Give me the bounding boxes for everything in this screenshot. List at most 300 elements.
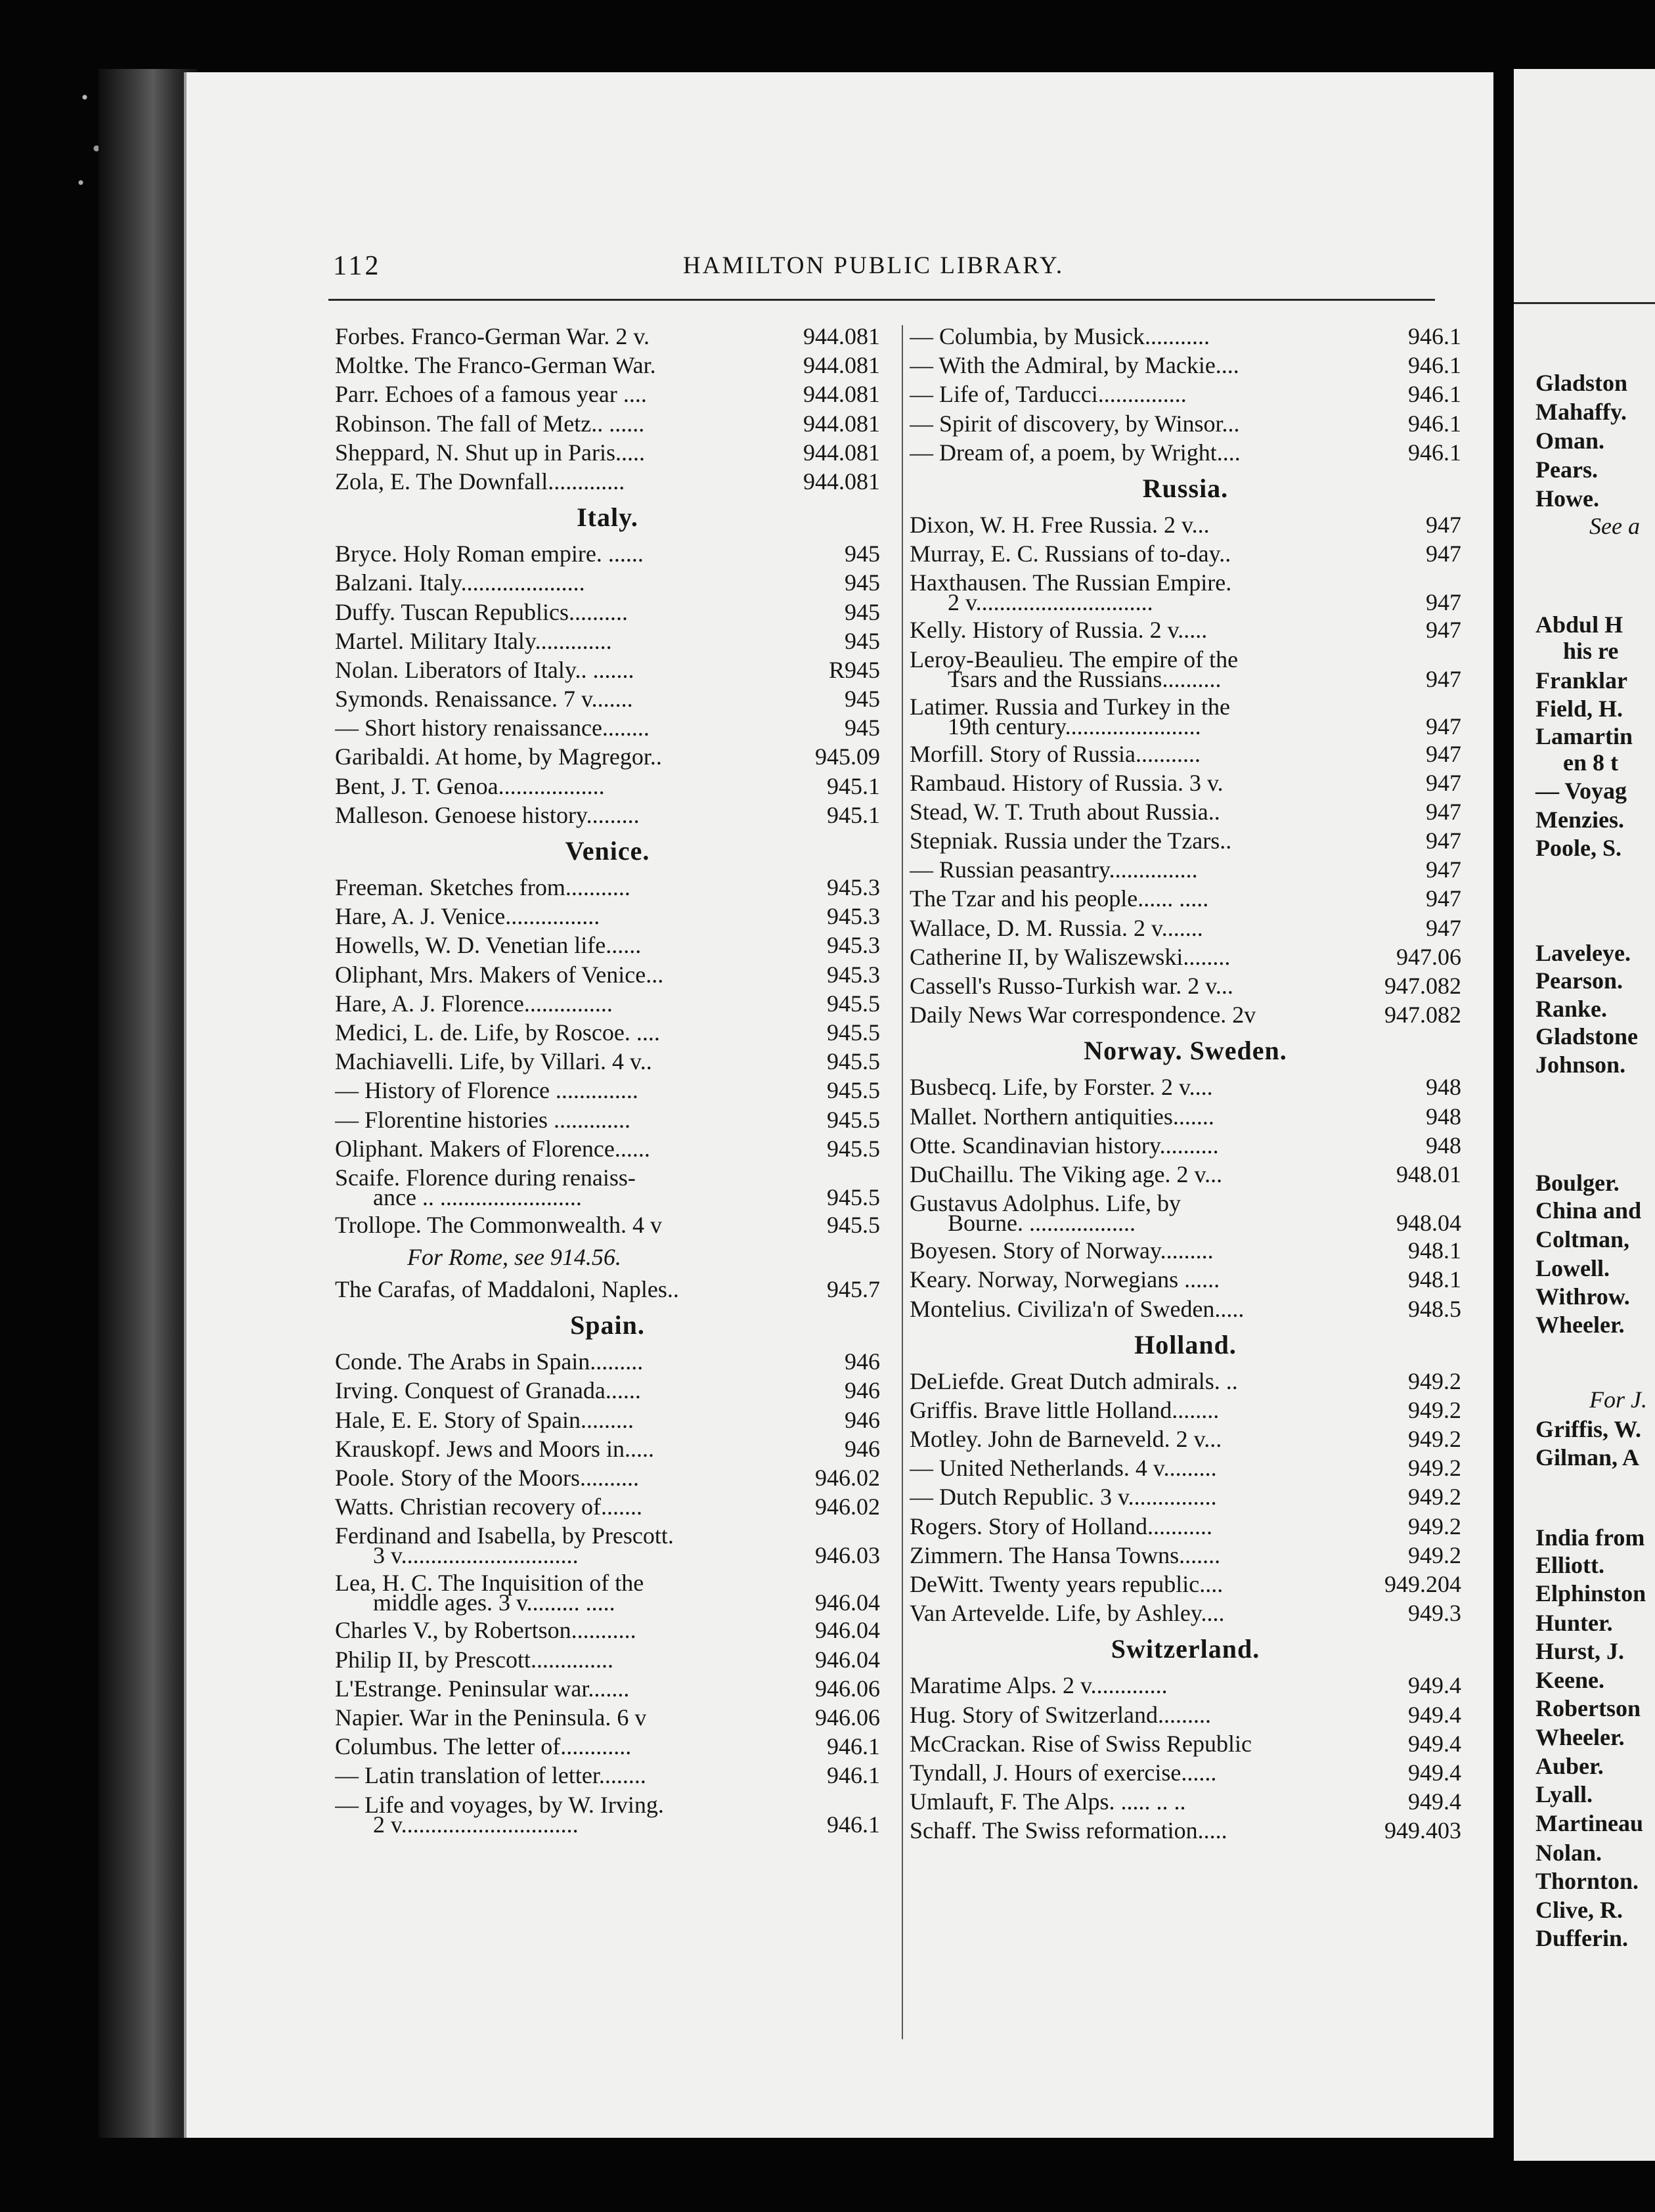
entry-continuation: ance .. ........................ <box>373 1183 582 1210</box>
entry-text: — Short history renaissance........ <box>335 715 650 741</box>
catalog-entry <box>335 684 880 713</box>
call-number: 946.1 <box>1408 323 1461 349</box>
call-number: 949.2 <box>1408 1541 1461 1568</box>
call-number: 948.1 <box>1408 1237 1461 1264</box>
call-number: 946.1 <box>827 1733 880 1760</box>
catalog-entry <box>910 1294 1461 1323</box>
catalog-entry <box>910 1599 1461 1627</box>
entry-text: Forbes. Franco-German War. 2 v. <box>335 323 650 349</box>
catalog-entry <box>335 655 880 684</box>
entry-text: The Tzar and his people...... ..... <box>910 885 1209 912</box>
entry-text: Morfill. Story of Russia........... <box>910 740 1201 767</box>
facing-page-fragment: Dufferin. <box>1535 1925 1628 1951</box>
entry-text: — Dream of, a poem, by Wright.... <box>910 439 1241 466</box>
call-number: 944.081 <box>803 352 880 379</box>
facing-page-fragment: Wheeler. <box>1535 1312 1625 1338</box>
catalog-entry <box>910 942 1461 971</box>
section-heading: Norway. Sweden. <box>1084 1036 1287 1066</box>
facing-page-fragment: Elliott. <box>1535 1552 1604 1578</box>
catalog-entry <box>910 826 1461 855</box>
entry-continuation: 19th century....................... <box>948 713 1201 740</box>
call-number: 946.1 <box>827 1762 880 1789</box>
catalog-entry <box>335 539 880 568</box>
call-number: 949.2 <box>1408 1455 1461 1482</box>
facing-page-fragment: Pearson. <box>1535 967 1623 994</box>
call-number: 947 <box>1426 769 1461 796</box>
entry-text: Griffis. Brave little Holland........ <box>910 1396 1220 1423</box>
catalog-entry <box>335 1568 880 1616</box>
entry-text: DeWitt. Twenty years republic.... <box>910 1571 1224 1597</box>
catalog-entry <box>910 1189 1461 1236</box>
call-number: 947 <box>1426 885 1461 912</box>
facing-page-fragment: Gilman, A <box>1535 1444 1640 1471</box>
entry-text: Haxthausen. The Russian Empire. <box>910 569 1232 596</box>
catalog-entry <box>335 351 880 380</box>
entry-text: L'Estrange. Peninsular war....... <box>335 1675 630 1702</box>
entry-text: Symonds. Renaissance. 7 v....... <box>335 686 633 713</box>
entry-text: Freeman. Sketches from........... <box>335 874 630 900</box>
catalog-entry <box>335 772 880 801</box>
facing-page-fragment: Martineau <box>1535 1810 1643 1836</box>
entry-text: Wallace, D. M. Russia. 2 v....... <box>910 914 1203 941</box>
entry-continuation: 2 v.............................. <box>948 589 1153 616</box>
entry-text: Krauskopf. Jews and Moors in..... <box>335 1435 654 1462</box>
call-number: 947.06 <box>1396 943 1461 970</box>
call-number: 945 <box>845 569 880 596</box>
entry-text: Balzani. Italy..................... <box>335 569 585 596</box>
catalog-entry <box>910 1453 1461 1482</box>
entry-text: Malleson. Genoese history......... <box>335 801 640 828</box>
call-number: 947.082 <box>1384 1002 1461 1029</box>
entry-text: Murray, E. C. Russians of to-day.. <box>910 541 1231 567</box>
catalog-entry <box>335 1790 880 1838</box>
call-number: 947 <box>1426 665 1461 692</box>
facing-page-fragment: See a <box>1589 513 1640 539</box>
call-number: 945.3 <box>827 961 880 988</box>
entry-text: — Latin translation of letter........ <box>335 1762 646 1789</box>
entry-text: — History of Florence .............. <box>335 1077 638 1104</box>
catalog-entry <box>335 467 880 496</box>
call-number: 949.4 <box>1408 1672 1461 1699</box>
facing-page-fragment: — Voyag <box>1535 778 1627 804</box>
entry-text: Hale, E. E. Story of Spain......... <box>335 1406 634 1433</box>
catalog-entry <box>335 989 880 1018</box>
facing-page-fragment: Thornton. <box>1535 1868 1639 1894</box>
call-number: 945.7 <box>827 1276 880 1303</box>
call-number: 945 <box>845 627 880 654</box>
entry-continuation: middle ages. 3 v......... ..... <box>373 1589 615 1616</box>
catalog-entry <box>910 971 1461 1000</box>
call-number: 946 <box>845 1348 880 1375</box>
entry-text: Machiavelli. Life, by Villari. 4 v.. <box>335 1048 652 1075</box>
catalog-entry <box>335 598 880 627</box>
entry-text: Motley. John de Barneveld. 2 v... <box>910 1426 1222 1453</box>
catalog-entry <box>910 438 1461 467</box>
catalog-entry <box>910 1512 1461 1541</box>
call-number: 948.5 <box>1408 1295 1461 1322</box>
entry-text: Montelius. Civiliza'n of Sweden..... <box>910 1295 1245 1322</box>
entry-text: The Carafas, of Maddaloni, Naples.. <box>335 1276 679 1303</box>
facing-page-fragment: Lyall. <box>1535 1781 1593 1807</box>
call-number: 948.1 <box>1408 1266 1461 1293</box>
section-heading: Russia. <box>1142 473 1229 503</box>
call-number: 946.1 <box>1408 352 1461 379</box>
call-number: 945.5 <box>827 1019 880 1046</box>
entry-text: Umlauft, F. The Alps. ..... .. .. <box>910 1788 1186 1815</box>
entry-text: — With the Admiral, by Mackie.... <box>910 352 1239 379</box>
call-number: 949.204 <box>1384 1571 1461 1597</box>
entry-text: Dixon, W. H. Free Russia. 2 v... <box>910 511 1210 538</box>
facing-page-fragment: Johnson. <box>1535 1051 1626 1078</box>
catalog-entry <box>910 645 1461 692</box>
catalog-entry <box>335 1347 880 1376</box>
call-number: 945.5 <box>827 1183 880 1210</box>
catalog-entry <box>910 539 1461 568</box>
catalog-entry <box>910 884 1461 913</box>
facing-page-fragment: Griffis, W. <box>1535 1416 1642 1442</box>
catalog-entry <box>335 742 880 771</box>
call-number: 944.081 <box>803 323 880 349</box>
catalog-entry <box>910 1482 1461 1511</box>
call-number: 949.2 <box>1408 1426 1461 1453</box>
catalog-entry <box>335 801 880 830</box>
facing-page-fragment: Poole, S. <box>1535 835 1622 861</box>
facing-page-fragment: Lamartin <box>1535 723 1633 749</box>
section-heading: Holland. <box>1134 1329 1237 1360</box>
facing-page-fragment: Oman. <box>1535 428 1605 454</box>
entry-text: DuChaillu. The Viking age. 2 v... <box>910 1161 1223 1187</box>
catalog-entry <box>910 1265 1461 1294</box>
catalog-entry <box>910 1102 1461 1131</box>
facing-page-fragment: Robertson <box>1535 1695 1641 1721</box>
entry-text: Martel. Military Italy............. <box>335 627 612 654</box>
catalog-entry <box>335 1047 880 1076</box>
page-number: 112 <box>333 251 382 281</box>
call-number: 945.5 <box>827 990 880 1017</box>
entry-text: Hare, A. J. Florence............... <box>335 990 613 1017</box>
catalog-entry <box>910 1671 1461 1700</box>
entry-continuation: 2 v.............................. <box>373 1811 579 1838</box>
call-number: 949.4 <box>1408 1788 1461 1815</box>
facing-page-fragment: Boulger. <box>1535 1170 1620 1196</box>
section-heading: Italy. <box>577 502 638 533</box>
call-number: 947 <box>1426 856 1461 883</box>
entry-text: Lea, H. C. The Inquisition of the <box>335 1570 644 1597</box>
catalog-entry <box>335 438 880 467</box>
entry-text: Keary. Norway, Norwegians ...... <box>910 1266 1220 1293</box>
call-number: 944.081 <box>803 381 880 408</box>
facing-page-fragment: en 8 t <box>1563 749 1618 776</box>
catalog-entry <box>910 1396 1461 1425</box>
entry-text: Poole. Story of the Moors.......... <box>335 1465 639 1491</box>
catalog-entry <box>335 1645 880 1674</box>
catalog-entry <box>335 1463 880 1492</box>
catalog-entry <box>335 409 880 438</box>
entry-text: Moltke. The Franco-German War. <box>335 352 656 379</box>
facing-page-fragment: Nolan. <box>1535 1840 1602 1866</box>
entry-text: Boyesen. Story of Norway......... <box>910 1237 1214 1264</box>
catalog-entry <box>910 1160 1461 1189</box>
entry-text: — Life of, Tarducci............... <box>910 381 1187 408</box>
entry-text: Howells, W. D. Venetian life...... <box>335 932 642 959</box>
catalog-entry <box>335 1134 880 1163</box>
call-number: 949.4 <box>1408 1701 1461 1728</box>
catalog-entry <box>910 1073 1461 1101</box>
entry-text: Cassell's Russo-Turkish war. 2 v... <box>910 973 1233 999</box>
call-number: 947 <box>1426 617 1461 644</box>
entry-text: Parr. Echoes of a famous year .... <box>335 381 647 408</box>
catalog-entry <box>910 768 1461 797</box>
entry-text: Philip II, by Prescott.............. <box>335 1646 613 1673</box>
entry-text: Maratime Alps. 2 v............. <box>910 1672 1168 1699</box>
catalog-entry <box>910 510 1461 539</box>
catalog-entry <box>335 902 880 931</box>
call-number: 946.04 <box>815 1589 880 1616</box>
entry-text: — Spirit of discovery, by Winsor... <box>910 410 1240 437</box>
call-number: 949.4 <box>1408 1730 1461 1757</box>
entry-text: Otte. Scandinavian history.......... <box>910 1132 1219 1159</box>
catalog-entry <box>910 1000 1461 1029</box>
right-column <box>910 322 1461 1846</box>
call-number: 949.2 <box>1408 1513 1461 1539</box>
call-number: 946 <box>845 1406 880 1433</box>
call-number: 949.2 <box>1408 1367 1461 1394</box>
entry-text: Gustavus Adolphus. Life, by <box>910 1190 1181 1217</box>
catalog-entry <box>910 855 1461 884</box>
catalog-entry <box>910 1787 1461 1816</box>
call-number: 946.06 <box>815 1675 880 1702</box>
call-number: 948.04 <box>1396 1210 1461 1237</box>
entry-text: Rambaud. History of Russia. 3 v. <box>910 769 1224 796</box>
facing-page-fragment: Withrow. <box>1535 1283 1630 1310</box>
call-number: 945.5 <box>827 1106 880 1133</box>
catalog-entry <box>335 1018 880 1047</box>
entry-text: Zola, E. The Downfall............. <box>335 468 625 495</box>
call-number: 949.2 <box>1408 1484 1461 1511</box>
facing-page-fragment: Lowell. <box>1535 1255 1610 1281</box>
call-number: 946.02 <box>815 1493 880 1520</box>
section-heading: Spain. <box>570 1310 645 1340</box>
entry-text: Mallet. Northern antiquities....... <box>910 1103 1214 1130</box>
facing-page-fragment: Howe. <box>1535 485 1599 512</box>
call-number: 946.04 <box>815 1646 880 1673</box>
call-number: 947 <box>1426 740 1461 767</box>
facing-page-fragment: Menzies. <box>1535 807 1624 833</box>
catalog-entry <box>335 931 880 960</box>
entry-continuation: 3 v.............................. <box>373 1542 579 1569</box>
call-number: 945.09 <box>815 743 880 770</box>
facing-page-fragment: Laveleye. <box>1535 940 1631 966</box>
entry-text: Bryce. Holy Roman empire. ...... <box>335 541 644 567</box>
call-number: 946.1 <box>1408 439 1461 466</box>
call-number: 949.3 <box>1408 1600 1461 1627</box>
catalog-entry <box>335 1761 880 1790</box>
call-number: 944.081 <box>803 439 880 466</box>
entry-text: Tyndall, J. Hours of exercise...... <box>910 1759 1217 1786</box>
facing-page-fragment: Franklar <box>1535 667 1627 694</box>
entry-text: McCrackan. Rise of Swiss Republic <box>910 1730 1252 1757</box>
facing-page-fragment: Auber. <box>1535 1753 1604 1779</box>
catalog-entry <box>335 568 880 597</box>
catalog-entry <box>910 322 1461 351</box>
entry-text: Stead, W. T. Truth about Russia.. <box>910 798 1220 825</box>
call-number: 945 <box>845 541 880 567</box>
call-number: 945 <box>845 715 880 741</box>
facing-page-fragment: Mahaffy. <box>1535 399 1627 425</box>
facing-page-fragment: Elphinston <box>1535 1580 1646 1606</box>
entry-text: — Russian peasantry............... <box>910 856 1198 883</box>
catalog-entry <box>335 1434 880 1463</box>
call-number: 948 <box>1426 1103 1461 1130</box>
entry-text: Columbus. The letter of............ <box>335 1733 632 1760</box>
catalog-entry <box>335 1275 880 1304</box>
entry-text: — Columbia, by Musick........... <box>910 323 1210 349</box>
facing-page-fragment: Wheeler. <box>1535 1724 1625 1750</box>
catalog-entry <box>335 1616 880 1645</box>
catalog-entry <box>910 568 1461 615</box>
call-number: 944.081 <box>803 468 880 495</box>
column-divider <box>902 325 903 2039</box>
catalog-entry <box>910 380 1461 409</box>
facing-page-fragment: Clive, R. <box>1535 1897 1623 1923</box>
call-number: 949.4 <box>1408 1759 1461 1786</box>
call-number: 945.5 <box>827 1135 880 1162</box>
call-number: 946.1 <box>1408 410 1461 437</box>
entry-text: Hug. Story of Switzerland......... <box>910 1701 1211 1728</box>
catalog-entry <box>910 692 1461 740</box>
call-number: 947 <box>1426 511 1461 538</box>
catalog-entry <box>910 914 1461 942</box>
entry-text: Leroy-Beaulieu. The empire of the <box>910 646 1239 673</box>
entry-text: Daily News War correspondence. 2v <box>910 1002 1256 1029</box>
catalog-entry <box>910 1425 1461 1453</box>
call-number: 944.081 <box>803 410 880 437</box>
facing-page-fragment: Coltman, <box>1535 1226 1629 1252</box>
call-number: 947 <box>1426 541 1461 567</box>
catalog-entry <box>910 1541 1461 1570</box>
entry-text: Trollope. The Commonwealth. 4 v <box>335 1211 662 1238</box>
facing-page-fragment: Gladstone <box>1535 1023 1639 1050</box>
entry-text: — United Netherlands. 4 v......... <box>910 1455 1217 1482</box>
cross-reference-note: For Rome, see 914.56. <box>407 1244 621 1271</box>
entry-text: Duffy. Tuscan Republics.......... <box>335 598 629 625</box>
call-number: 948 <box>1426 1132 1461 1159</box>
entry-text: Scaife. Florence during renaiss- <box>335 1164 636 1191</box>
catalog-entry <box>335 1703 880 1732</box>
running-head: HAMILTON PUBLIC LIBRARY. <box>683 252 1065 279</box>
call-number: 945.1 <box>827 801 880 828</box>
entry-text: DeLiefde. Great Dutch admirals. .. <box>910 1367 1238 1394</box>
call-number: 946 <box>845 1377 880 1404</box>
entry-text: Catherine II, by Waliszewski........ <box>910 943 1231 970</box>
entry-text: — Life and voyages, by W. Irving. <box>335 1791 664 1818</box>
call-number: 946.1 <box>827 1811 880 1838</box>
entry-continuation: Tsars and the Russians.......... <box>948 665 1222 692</box>
call-number: 948 <box>1426 1074 1461 1101</box>
catalog-entry <box>335 1405 880 1434</box>
facing-page-fragment: India from <box>1535 1524 1645 1551</box>
entry-text: Busbecq. Life, by Forster. 2 v.... <box>910 1074 1213 1101</box>
entry-text: Sheppard, N. Shut up in Paris..... <box>335 439 645 466</box>
call-number: 945.5 <box>827 1211 880 1238</box>
entry-text: Garibaldi. At home, by Magregor.. <box>335 743 662 770</box>
facing-page-fragment: China and <box>1535 1197 1642 1224</box>
book-spine <box>99 69 197 2138</box>
catalog-entry <box>910 1131 1461 1160</box>
catalog-entry <box>335 1674 880 1703</box>
catalog-entry <box>910 1236 1461 1265</box>
entry-text: Charles V., by Robertson........... <box>335 1617 636 1644</box>
catalog-entry <box>335 873 880 902</box>
facing-page-fragment: Gladston <box>1535 370 1628 396</box>
section-heading: Venice. <box>565 836 650 866</box>
call-number: 945 <box>845 686 880 713</box>
entry-text: Hare, A. J. Venice................ <box>335 903 600 930</box>
catalog-entry <box>335 1105 880 1134</box>
call-number: 946.02 <box>815 1465 880 1491</box>
section-heading: Switzerland. <box>1111 1634 1260 1664</box>
catalog-entry <box>910 1729 1461 1758</box>
entry-text: Oliphant. Makers of Florence...... <box>335 1135 650 1162</box>
entry-text: Zimmern. The Hansa Towns....... <box>910 1541 1221 1568</box>
catalog-entry <box>910 615 1461 644</box>
call-number: 945.3 <box>827 903 880 930</box>
entry-text: — Dutch Republic. 3 v............... <box>910 1484 1217 1511</box>
entry-text: Robinson. The fall of Metz.. ...... <box>335 410 645 437</box>
call-number: 947.082 <box>1384 973 1461 999</box>
catalog-entry <box>335 1732 880 1761</box>
call-number: 949.2 <box>1408 1396 1461 1423</box>
catalog-entry <box>335 1376 880 1405</box>
entry-text: Bent, J. T. Genoa.................. <box>335 772 605 799</box>
facing-page-fragment: For J. <box>1589 1386 1647 1413</box>
entry-continuation: Bourne. .................. <box>948 1210 1136 1237</box>
facing-page-fragment: Field, H. <box>1535 696 1623 722</box>
facing-page-fragment: Keene. <box>1535 1667 1604 1693</box>
catalog-entry <box>335 1163 880 1210</box>
call-number: R945 <box>828 656 880 683</box>
catalog-entry <box>335 627 880 655</box>
call-number: 947 <box>1426 828 1461 854</box>
catalog-entry <box>910 1367 1461 1396</box>
call-number: 946.03 <box>815 1542 880 1569</box>
call-number: 946.04 <box>815 1617 880 1644</box>
catalog-entry <box>910 1758 1461 1787</box>
catalog-entry <box>910 1816 1461 1845</box>
facing-page-fragment: his re <box>1563 638 1619 664</box>
call-number: 947 <box>1426 589 1461 616</box>
call-number: 947 <box>1426 914 1461 941</box>
entry-text: Rogers. Story of Holland........... <box>910 1513 1212 1539</box>
left-column <box>335 322 880 1838</box>
call-number: 945.3 <box>827 932 880 959</box>
call-number: 945 <box>845 598 880 625</box>
call-number: 946.06 <box>815 1704 880 1731</box>
entry-text: Nolan. Liberators of Italy.. ....... <box>335 656 634 683</box>
call-number: 945.5 <box>827 1048 880 1075</box>
entry-text: Napier. War in the Peninsula. 6 v <box>335 1704 647 1731</box>
facing-page-fragment: Abdul H <box>1535 611 1623 638</box>
catalog-entry <box>335 713 880 742</box>
catalog-entry <box>335 322 880 351</box>
call-number: 947 <box>1426 713 1461 740</box>
catalog-entry <box>335 1076 880 1105</box>
facing-page-fragment: Ranke. <box>1535 996 1608 1022</box>
entry-text: Ferdinand and Isabella, by Prescott. <box>335 1522 674 1549</box>
call-number: 949.403 <box>1384 1817 1461 1844</box>
catalog-entry <box>910 409 1461 438</box>
call-number: 945.1 <box>827 772 880 799</box>
